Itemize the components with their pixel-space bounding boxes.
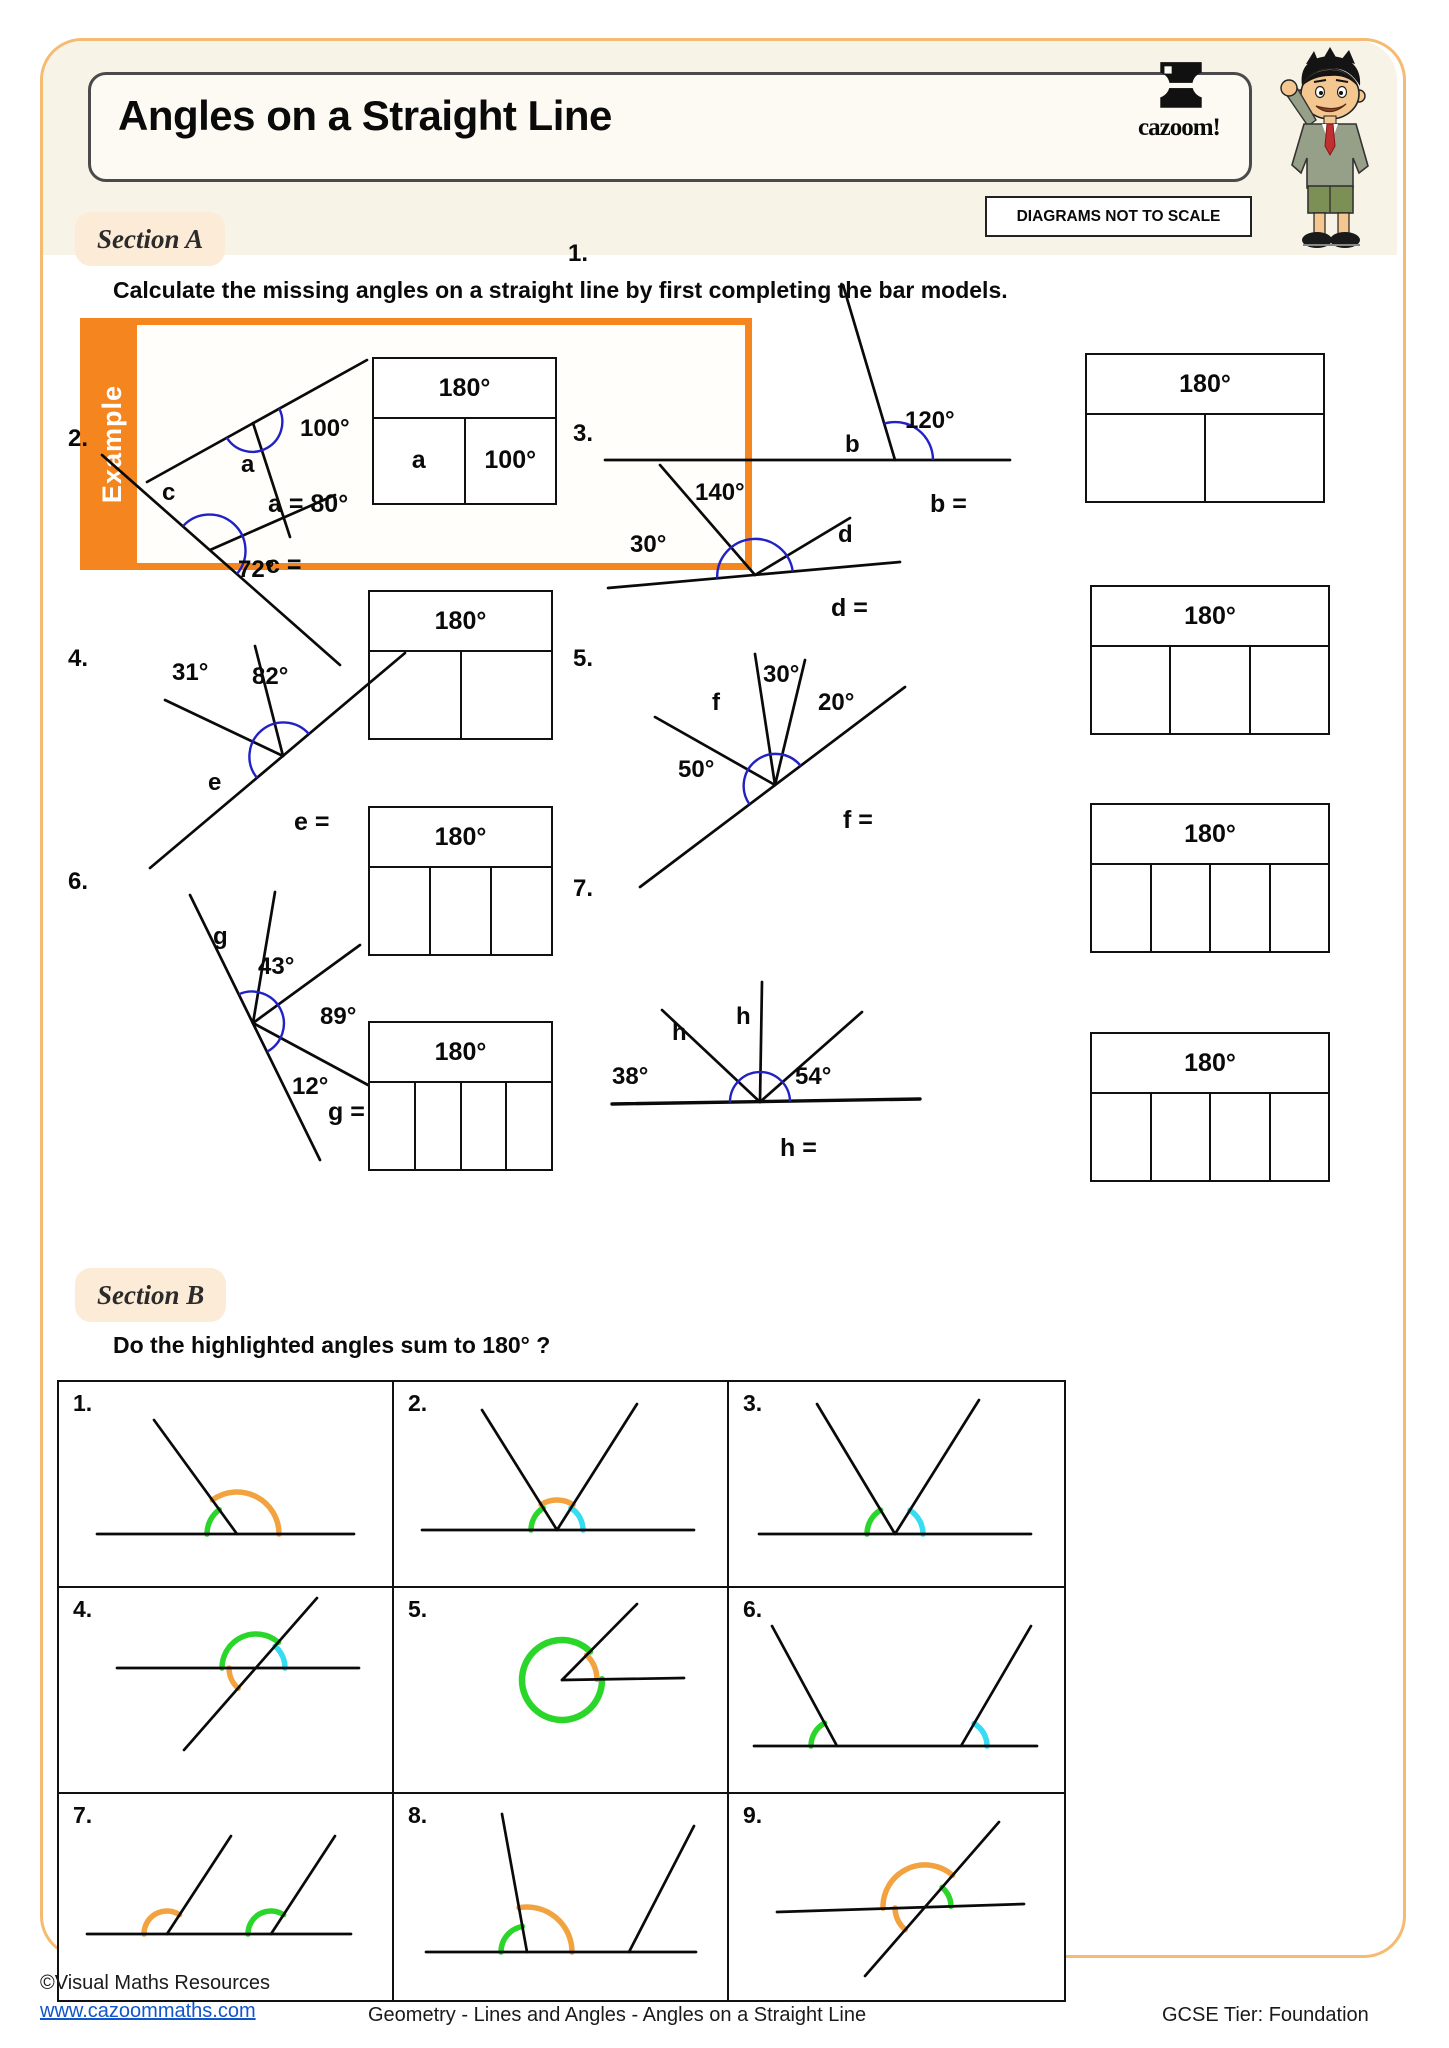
bar-cell-empty[interactable]: [1152, 1094, 1212, 1180]
svg-text:20°: 20°: [818, 689, 855, 716]
bar-cell-empty[interactable]: [492, 868, 551, 954]
bar-cell-empty[interactable]: [370, 1083, 416, 1169]
svg-text:h: h: [672, 1019, 687, 1046]
bar-cell-empty[interactable]: [431, 868, 492, 954]
section-b-label: Section B: [75, 1268, 226, 1322]
answer-prompt-6: g =: [328, 1098, 365, 1126]
bar-model-5: [1090, 803, 1330, 953]
answer-prompt-2: c =: [266, 551, 302, 579]
bar-cell-empty[interactable]: [462, 1083, 508, 1169]
section-a-label: Section A: [75, 212, 225, 266]
bar-total: 180°: [1092, 587, 1328, 647]
bar-cell-empty[interactable]: [1087, 415, 1206, 501]
bar-cell-empty[interactable]: [1211, 865, 1271, 951]
problem-2-number: 2.: [68, 425, 89, 452]
bar-total: 180°: [374, 359, 555, 419]
svg-text:72°: 72°: [238, 556, 275, 583]
svg-text:b: b: [845, 431, 860, 458]
problem-4-number: 4.: [68, 645, 89, 672]
svg-text:d: d: [838, 521, 853, 548]
grid-cell-2: 2.: [394, 1382, 729, 1588]
problem-3-number: 3.: [573, 420, 594, 447]
highlight-diagram-7: [59, 1794, 394, 2000]
example-tab: Example: [87, 325, 137, 563]
example-angle-value: 100°: [300, 415, 350, 442]
grid-cell-8: 8.: [394, 1794, 729, 2000]
highlight-diagram-8: [394, 1794, 729, 2000]
bar-cell-empty[interactable]: [1171, 647, 1250, 733]
svg-text:140°: 140°: [695, 479, 745, 506]
bar-cell-empty[interactable]: [1092, 647, 1171, 733]
highlight-diagram-1: [59, 1382, 394, 1588]
bar-cell: 100°: [484, 446, 537, 475]
svg-text:120°: 120°: [905, 407, 955, 434]
svg-text:31°: 31°: [172, 659, 209, 686]
svg-text:h: h: [736, 1003, 751, 1030]
bar-model-1: [1085, 353, 1325, 503]
grid-cell-3: 3.: [729, 1382, 1064, 1588]
bar-cell-empty[interactable]: [462, 652, 552, 738]
bar-cell-empty[interactable]: [1211, 1094, 1271, 1180]
footer-topic: Geometry - Lines and Angles - Angles on a Straight Line: [368, 2004, 867, 2026]
bar-cell-empty[interactable]: [1206, 415, 1323, 501]
answer-prompt-5: f =: [843, 806, 873, 834]
example-angle-variable: a: [241, 451, 255, 478]
bar-cell-empty[interactable]: [1271, 865, 1329, 951]
section-b-grid: [57, 1380, 1066, 2002]
bar-total: 180°: [370, 808, 551, 868]
page-title: Angles on a Straight Line: [118, 92, 612, 139]
brand-name: cazoom!: [1138, 114, 1220, 141]
angle-diagram-7: [600, 972, 940, 1162]
example-bar-model: [372, 357, 557, 505]
bar-total: 180°: [1087, 355, 1323, 415]
answer-prompt-3: d =: [831, 594, 868, 622]
problem-6-number: 6.: [68, 868, 89, 895]
svg-text:30°: 30°: [630, 531, 667, 558]
footer-tier: GCSE Tier: Foundation: [1162, 2004, 1369, 2026]
svg-text:e: e: [208, 769, 222, 796]
bar-total: 180°: [370, 592, 551, 652]
problem-7-number: 7.: [573, 875, 594, 902]
svg-text:38°: 38°: [612, 1063, 649, 1090]
example-answer: a = 80°: [268, 490, 349, 518]
cazoom-logo-icon: [1152, 60, 1210, 117]
highlight-diagram-4: [59, 1588, 394, 1794]
svg-text:50°: 50°: [678, 756, 715, 783]
svg-text:82°: 82°: [252, 663, 289, 690]
grid-cell-1: 1.: [59, 1382, 394, 1588]
svg-text:54°: 54°: [795, 1063, 832, 1090]
svg-text:f: f: [712, 689, 720, 716]
svg-text:c: c: [162, 479, 176, 506]
bar-cell-empty[interactable]: [416, 1083, 462, 1169]
svg-text:43°: 43°: [258, 953, 295, 980]
highlight-diagram-3: [729, 1382, 1064, 1588]
bar-cell-empty[interactable]: [1271, 1094, 1329, 1180]
answer-prompt-1: b =: [930, 490, 967, 518]
bar-cell: a: [374, 419, 466, 503]
bar-cell-empty[interactable]: [1092, 1094, 1152, 1180]
highlight-diagram-2: [394, 1382, 729, 1588]
bar-cell-empty[interactable]: [1152, 865, 1212, 951]
bar-cell-empty[interactable]: [1251, 647, 1328, 733]
svg-text:g: g: [213, 923, 228, 950]
svg-text:30°: 30°: [763, 661, 800, 688]
grid-cell-7: 7.: [59, 1794, 394, 2000]
bar-total: 180°: [1092, 805, 1328, 865]
bar-total: 180°: [1092, 1034, 1328, 1094]
grid-cell-5: 5.: [394, 1588, 729, 1794]
highlight-diagram-5: [394, 1588, 729, 1794]
bar-cell-empty[interactable]: [1092, 865, 1152, 951]
section-b-instruction: Do the highlighted angles sum to 180° ?: [113, 1332, 551, 1358]
bar-model-3: [1090, 585, 1330, 735]
footer-copyright: ©Visual Maths Resources: [40, 1972, 271, 1994]
highlight-diagram-9: [729, 1794, 1064, 2000]
section-a-instruction: Calculate the missing angles on a straight line by first completing the bar models.: [113, 277, 1008, 303]
bar-cell-empty[interactable]: [507, 1083, 551, 1169]
scale-note: DIAGRAMS NOT TO SCALE: [985, 196, 1252, 237]
bar-model-6: [368, 1021, 553, 1171]
cartoon-character: [1256, 46, 1404, 256]
grid-cell-6: 6.: [729, 1588, 1064, 1794]
answer-prompt-7: h =: [780, 1134, 817, 1162]
bar-total: 180°: [370, 1023, 551, 1083]
angle-diagram-5: [615, 642, 935, 902]
problem-1-number: 1.: [568, 240, 589, 267]
grid-cell-4: 4.: [59, 1588, 394, 1794]
bar-model-7: [1090, 1032, 1330, 1182]
answer-prompt-4: e =: [294, 808, 330, 836]
highlight-diagram-6: [729, 1588, 1064, 1794]
svg-text:12°: 12°: [292, 1073, 329, 1100]
svg-text:89°: 89°: [320, 1003, 357, 1030]
angle-diagram-6: [125, 880, 405, 1175]
problem-5-number: 5.: [573, 645, 594, 672]
footer-website-link[interactable]: www.cazoommaths.com: [40, 2000, 256, 2022]
grid-cell-9: 9.: [729, 1794, 1064, 2000]
